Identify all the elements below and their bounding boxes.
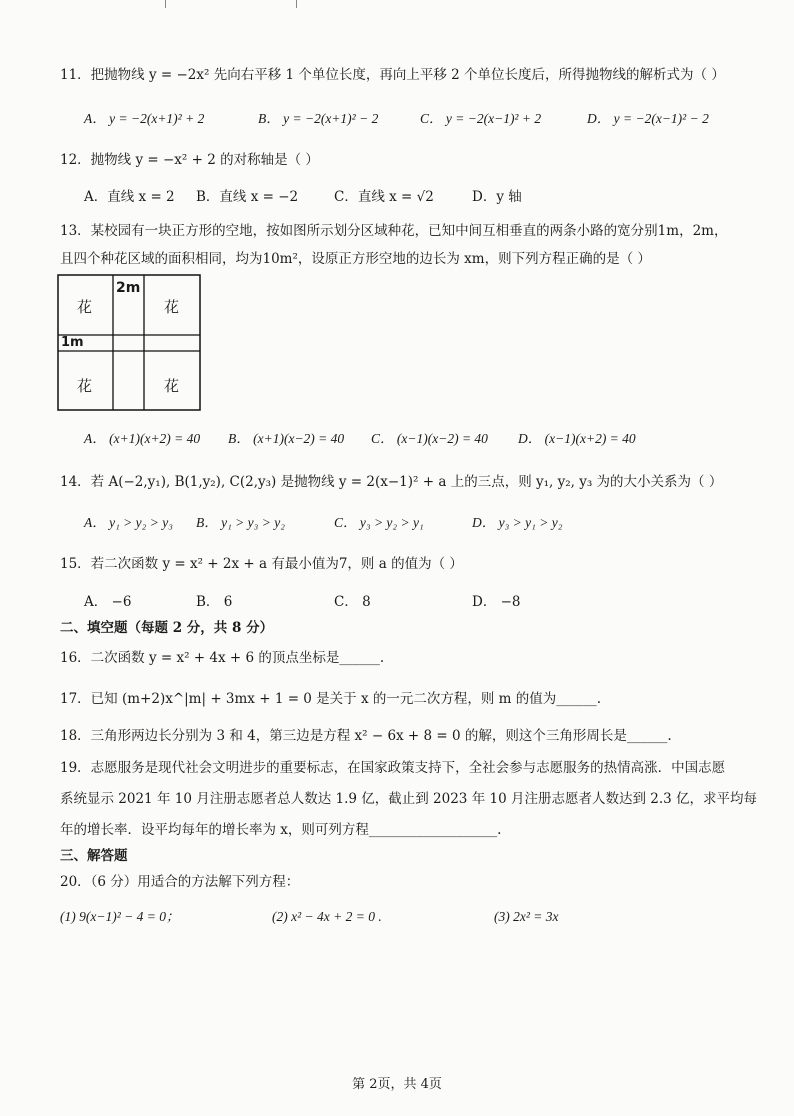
q11-stem: 11．把抛物线 y = −2x² 先向右平移 1 个单位长度，再向上平移 2 个单位长度后，所得抛物线的解析式为（ ）	[60, 67, 725, 83]
flower-label-top-right: 花	[164, 298, 180, 316]
q19-line3: 年的增长率．设平均每年的增长率为 x，则可列方程___________________.	[60, 822, 502, 838]
q16: 16．二次函数 y = x² + 4x + 6 的顶点坐标是______.	[60, 650, 385, 666]
q13-option-c: C． (x−1)(x−2) = 40	[371, 431, 488, 446]
q12-stem: 12．抛物线 y = −x² + 2 的对称轴是（ ）	[60, 152, 319, 168]
q11-option-c: C． y = −2(x−1)² + 2	[420, 111, 542, 126]
section-fill-in-heading: 二、填空题（每题 2 分，共 8 分）	[60, 620, 274, 636]
q11-option-b: B． y = −2(x+1)² − 2	[258, 111, 379, 126]
scan-mark	[165, 0, 166, 8]
q13-stem-line1: 13．某校园有一块正方形的空地，按如图所示划分区域种花，已知中间互相垂直的两条小路的宽分别1m，2m，	[60, 223, 728, 239]
q11-option-a: A． y = −2(x+1)² + 2	[84, 111, 205, 126]
section-solve-heading: 三、解答题	[60, 848, 128, 864]
q13-stem-line2: 且四个种花区域的面积相同，均为10m²，设原正方形空地的边长为 xm，则下列方程正确的是（ ）	[60, 251, 651, 267]
flower-label-bottom-right: 花	[164, 377, 180, 395]
q12-option-d: D．y 轴	[472, 189, 522, 205]
q12-option-c: C．直线 x = √2	[334, 189, 434, 205]
q13-option-a: A． (x+1)(x+2) = 40	[84, 431, 201, 446]
q14-option-a: A． y₁ > y₂ > y₃	[84, 515, 173, 530]
q15-option-c: C． 8	[334, 594, 371, 610]
q11-option-d: D． y = −2(x−1)² − 2	[587, 111, 709, 126]
flower-label-bottom-left: 花	[77, 377, 93, 395]
page-footer: 第 2页，共 4页	[352, 1077, 442, 1092]
q15-option-d: D． −8	[472, 594, 521, 610]
q13-figure	[57, 274, 201, 411]
q15-stem: 15．若二次函数 y = x² + 2x + a 有最小值为7，则 a 的值为（ ）	[60, 556, 463, 572]
q20-part-3: (3) 2x² = 3x	[494, 909, 559, 924]
q14-option-c: C． y₃ > y₂ > y₁	[334, 515, 424, 530]
q12-option-b: B．直线 x = −2	[196, 189, 299, 205]
q14-option-d: D． y₃ > y₁ > y₂	[472, 515, 563, 530]
q18: 18．三角形两边长分别为 3 和 4，第三边是方程 x² − 6x + 8 = 0 的解，则这个三角形周长是______.	[60, 728, 672, 744]
q13-option-d: D． (x−1)(x+2) = 40	[518, 431, 636, 446]
q13-option-b: B． (x+1)(x−2) = 40	[228, 431, 345, 446]
q20-part-2: (2) x² − 4x + 2 = 0 .	[272, 909, 382, 924]
q14-option-b: B． y₁ > y₃ > y₂	[196, 515, 285, 530]
scan-mark	[296, 0, 297, 8]
q19-line2: 系统显示 2021 年 10 月注册志愿者总人数达 1.9 亿，截止到 2023 年 10 月注册志愿者人数达到 2.3 亿，求平均每	[60, 791, 758, 807]
q12-option-a: A．直线 x = 2	[84, 189, 175, 205]
q14-stem: 14．若 A(−2,y₁), B(1,y₂), C(2,y₃) 是抛物线 y = 2(x−1)² + a 上的三点，则 y₁, y₂, y₃ 为的大小关系为（ ）	[60, 474, 723, 490]
q20-stem: 20．（6 分）用适合的方法解下列方程：	[60, 874, 300, 890]
path-width-2m-label: 2m	[116, 280, 141, 296]
path-width-1m-label: 1m	[61, 335, 84, 350]
q15-option-b: B． 6	[196, 594, 233, 610]
q19-line1: 19．志愿服务是现代社会文明进步的重要标志，在国家政策支持下，全社会参与志愿服务的热情高涨．中国志愿	[60, 760, 726, 776]
q17: 17．已知 (m+2)x^|m| + 3mx + 1 = 0 是关于 x 的一元二次方程，则 m 的值为______.	[60, 691, 602, 707]
q15-option-a: A． −6	[84, 594, 132, 610]
flower-label-top-left: 花	[77, 298, 93, 316]
q20-part-1: (1) 9(x−1)² − 4 = 0；	[60, 909, 180, 924]
